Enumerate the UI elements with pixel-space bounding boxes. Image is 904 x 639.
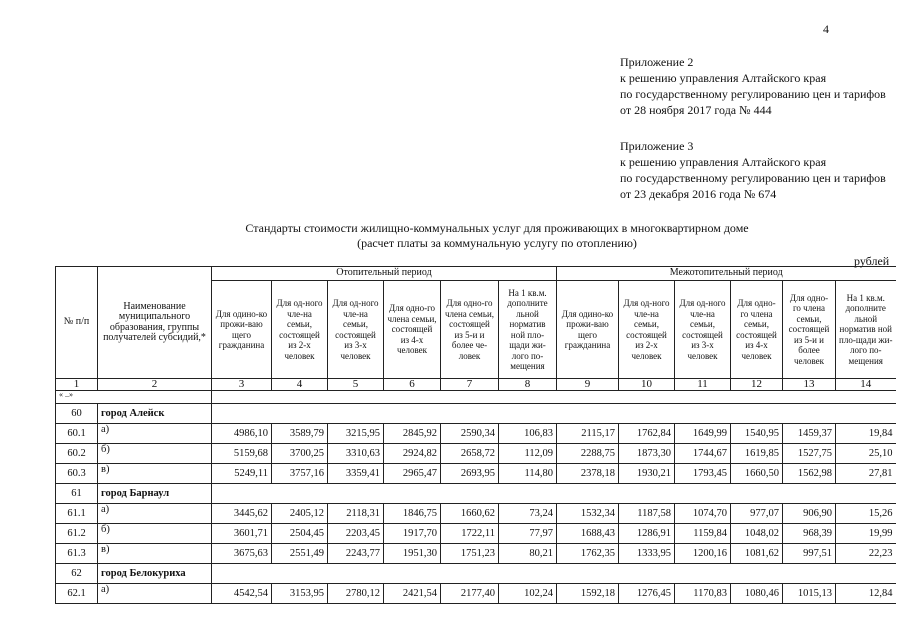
column-number-6: 6 [384, 379, 441, 391]
appendix-2-line-2: к решению управления Алтайского края [620, 71, 827, 85]
table-cell: 19,99 [836, 524, 896, 544]
table-row [56, 584, 896, 604]
units-label: рублей [854, 254, 890, 268]
table-cell: 1276,45 [619, 584, 675, 604]
subheader-heating-1: Для одино-ко прожи-ваю щего гражданина [212, 281, 272, 379]
header-name: Наименование муниципального образования, группы получателей субсидий,* [98, 267, 212, 379]
subsidy-group: б) [98, 524, 212, 544]
table-cell: 2203,45 [328, 524, 384, 544]
tariff-table [55, 266, 896, 604]
table-cell: 1048,02 [731, 524, 783, 544]
table-cell: 1527,75 [783, 444, 836, 464]
subheader-offheating-4: Для одно-го члена семьи, состоящей из 4-х человек [731, 281, 783, 379]
appendix-3-line-3: по государственному регулированию цен и тарифов [620, 171, 886, 185]
subsidy-group: б) [98, 444, 212, 464]
column-number-7: 7 [441, 379, 499, 391]
table-cell: 1930,21 [619, 464, 675, 484]
table-cell: 1562,98 [783, 464, 836, 484]
table-cell: 102,24 [499, 584, 557, 604]
column-number-5: 5 [328, 379, 384, 391]
table-cell: 2177,40 [441, 584, 499, 604]
table-cell: 1619,85 [731, 444, 783, 464]
table-cell: 1762,84 [619, 424, 675, 444]
column-number-2: 2 [98, 379, 212, 391]
table-cell: 3675,63 [212, 544, 272, 564]
table-cell: 2115,17 [557, 424, 619, 444]
city-name: город Белокуриха [98, 564, 212, 584]
table-cell: 1592,18 [557, 584, 619, 604]
table-cell: 2243,77 [328, 544, 384, 564]
table-cell: 2118,31 [328, 504, 384, 524]
appendix-2-line-4: от 28 ноября 2017 года № 444 [620, 103, 772, 117]
table-cell: 2378,18 [557, 464, 619, 484]
table-cell: 1649,99 [675, 424, 731, 444]
subheader-heating-5: Для одно-го члена семьи, состоящей из 5-и и более че-ловек [441, 281, 499, 379]
column-number-3: 3 [212, 379, 272, 391]
subheader-offheating-5: Для одно-го члена семьи, состоящей из 5-и и более человек [783, 281, 836, 379]
table-cell: 12,84 [836, 584, 896, 604]
appendix-3-line-4: от 23 декабря 2016 года № 674 [620, 187, 777, 201]
table-cell: 1917,70 [384, 524, 441, 544]
table-cell: 1159,84 [675, 524, 731, 544]
table-cell: 1688,43 [557, 524, 619, 544]
row-index: 62 [56, 564, 98, 584]
table-cell: 1660,62 [441, 504, 499, 524]
table-cell: 1081,62 [731, 544, 783, 564]
table-cell: 1015,13 [783, 584, 836, 604]
table-cell: 15,26 [836, 504, 896, 524]
subheader-heating-4: Для одно-го члена семьи, состоящей из 4-х человек [384, 281, 441, 379]
table-row [56, 424, 896, 444]
table-cell: 106,83 [499, 424, 557, 444]
table-cell: 77,97 [499, 524, 557, 544]
table-cell: 3700,25 [272, 444, 328, 464]
table-cell: 1660,50 [731, 464, 783, 484]
table-cell: 2924,82 [384, 444, 441, 464]
table-row [56, 544, 896, 564]
table-cell: 3445,62 [212, 504, 272, 524]
table-cell: 3757,16 [272, 464, 328, 484]
table-cell: 3215,95 [328, 424, 384, 444]
subsidy-group: а) [98, 584, 212, 604]
continuation-mark: « ..» [56, 391, 212, 404]
subsidy-group: а) [98, 504, 212, 524]
table-row [56, 504, 896, 524]
table-cell: 906,90 [783, 504, 836, 524]
subheader-offheating-2: Для од-ного чле-на семьи, состоящей из 2-х человек [619, 281, 675, 379]
table-cell: 1187,58 [619, 504, 675, 524]
row-index: 61.3 [56, 544, 98, 564]
table-cell: 1333,95 [619, 544, 675, 564]
row-index: 61 [56, 484, 98, 504]
table-cell: 2693,95 [441, 464, 499, 484]
row-index: 61.1 [56, 504, 98, 524]
table-cell: 1532,34 [557, 504, 619, 524]
row-index: 60.1 [56, 424, 98, 444]
table-cell: 27,81 [836, 464, 896, 484]
table-cell: 1200,16 [675, 544, 731, 564]
table-cell: 19,84 [836, 424, 896, 444]
table-cell: 4986,10 [212, 424, 272, 444]
table-cell: 2405,12 [272, 504, 328, 524]
document-subtitle: (расчет платы за коммунальную услугу по отоплению) [357, 236, 637, 250]
column-number-9: 9 [557, 379, 619, 391]
row-index: 61.2 [56, 524, 98, 544]
header-heating-period: Отопительный период [212, 267, 557, 281]
table-cell: 1722,11 [441, 524, 499, 544]
header-offheating-period: Межотопительный период [557, 267, 896, 281]
page-number: 4 [823, 22, 829, 36]
subsidy-group: а) [98, 424, 212, 444]
table-cell: 114,80 [499, 464, 557, 484]
document-title: Стандарты стоимости жилищно-коммунальных услуг для проживающих в многоквартирном доме [245, 221, 749, 235]
table-cell: 112,09 [499, 444, 557, 464]
table-cell: 1873,30 [619, 444, 675, 464]
subheader-offheating-1: Для одино-ко прожи-ваю щего гражданина [557, 281, 619, 379]
column-number-8: 8 [499, 379, 557, 391]
table-cell: 5159,68 [212, 444, 272, 464]
table-cell: 1074,70 [675, 504, 731, 524]
city-name: город Алейск [98, 404, 212, 424]
table-cell: 3589,79 [272, 424, 328, 444]
table-cell: 2780,12 [328, 584, 384, 604]
subheader-heating-3: Для од-ного чле-на семьи, состоящей из 3-х человек [328, 281, 384, 379]
column-number-1: 1 [56, 379, 98, 391]
table-cell: 1080,46 [731, 584, 783, 604]
subsidy-group: в) [98, 544, 212, 564]
table-cell: 22,23 [836, 544, 896, 564]
city-name: город Барнаул [98, 484, 212, 504]
table-cell: 1170,83 [675, 584, 731, 604]
table-cell: 977,07 [731, 504, 783, 524]
table-cell: 968,39 [783, 524, 836, 544]
appendix-3-header [620, 138, 886, 202]
table-cell: 2845,92 [384, 424, 441, 444]
table-cell: 2965,47 [384, 464, 441, 484]
table-cell: 1744,67 [675, 444, 731, 464]
table-cell: 2288,75 [557, 444, 619, 464]
table-cell: 3601,71 [212, 524, 272, 544]
subheader-heating-6: На 1 кв.м. дополните льной норматив ной пло-щади жи-лого по-мещения [499, 281, 557, 379]
table-cell: 2421,54 [384, 584, 441, 604]
row-index: 60 [56, 404, 98, 424]
table-cell: 1751,23 [441, 544, 499, 564]
table-row [56, 444, 896, 464]
city-row [56, 484, 896, 504]
subsidy-group: в) [98, 464, 212, 484]
table-cell: 4542,54 [212, 584, 272, 604]
table-cell: 1846,75 [384, 504, 441, 524]
table-row [56, 524, 896, 544]
table-cell: 3359,41 [328, 464, 384, 484]
table-cell: 2658,72 [441, 444, 499, 464]
column-number-14: 14 [836, 379, 896, 391]
column-number-11: 11 [675, 379, 731, 391]
table-cell: 3310,63 [328, 444, 384, 464]
column-number-12: 12 [731, 379, 783, 391]
subheader-offheating-6: На 1 кв.м. дополните льной норматив ной пло-щади жи-лого по-мещения [836, 281, 896, 379]
table-cell: 25,10 [836, 444, 896, 464]
column-number-13: 13 [783, 379, 836, 391]
table-cell: 73,24 [499, 504, 557, 524]
table-row [56, 464, 896, 484]
table-cell: 2590,34 [441, 424, 499, 444]
table-cell: 997,51 [783, 544, 836, 564]
subheader-heating-2: Для од-ного чле-на семьи, состоящей из 2-х человек [272, 281, 328, 379]
subheader-offheating-3: Для од-ного чле-на семьи, состоящей из 3-х человек [675, 281, 731, 379]
appendix-2-line-1: Приложение 2 [620, 55, 694, 69]
table-cell: 80,21 [499, 544, 557, 564]
table-cell: 1762,35 [557, 544, 619, 564]
table-cell: 2504,45 [272, 524, 328, 544]
table-cell: 1540,95 [731, 424, 783, 444]
appendix-2-line-3: по государственному регулированию цен и тарифов [620, 87, 886, 101]
appendix-2-header [620, 54, 886, 118]
row-index: 60.2 [56, 444, 98, 464]
table-cell: 1286,91 [619, 524, 675, 544]
table-cell: 5249,11 [212, 464, 272, 484]
column-number-4: 4 [272, 379, 328, 391]
table-cell: 1951,30 [384, 544, 441, 564]
table-cell: 3153,95 [272, 584, 328, 604]
row-index: 62.1 [56, 584, 98, 604]
city-row [56, 404, 896, 424]
table-cell: 2551,49 [272, 544, 328, 564]
column-number-10: 10 [619, 379, 675, 391]
table-cell: 1459,37 [783, 424, 836, 444]
appendix-3-line-1: Приложение 3 [620, 139, 694, 153]
appendix-3-line-2: к решению управления Алтайского края [620, 155, 827, 169]
header-number: № п/п [56, 267, 98, 379]
city-row [56, 564, 896, 584]
table-cell: 1793,45 [675, 464, 731, 484]
row-index: 60.3 [56, 464, 98, 484]
